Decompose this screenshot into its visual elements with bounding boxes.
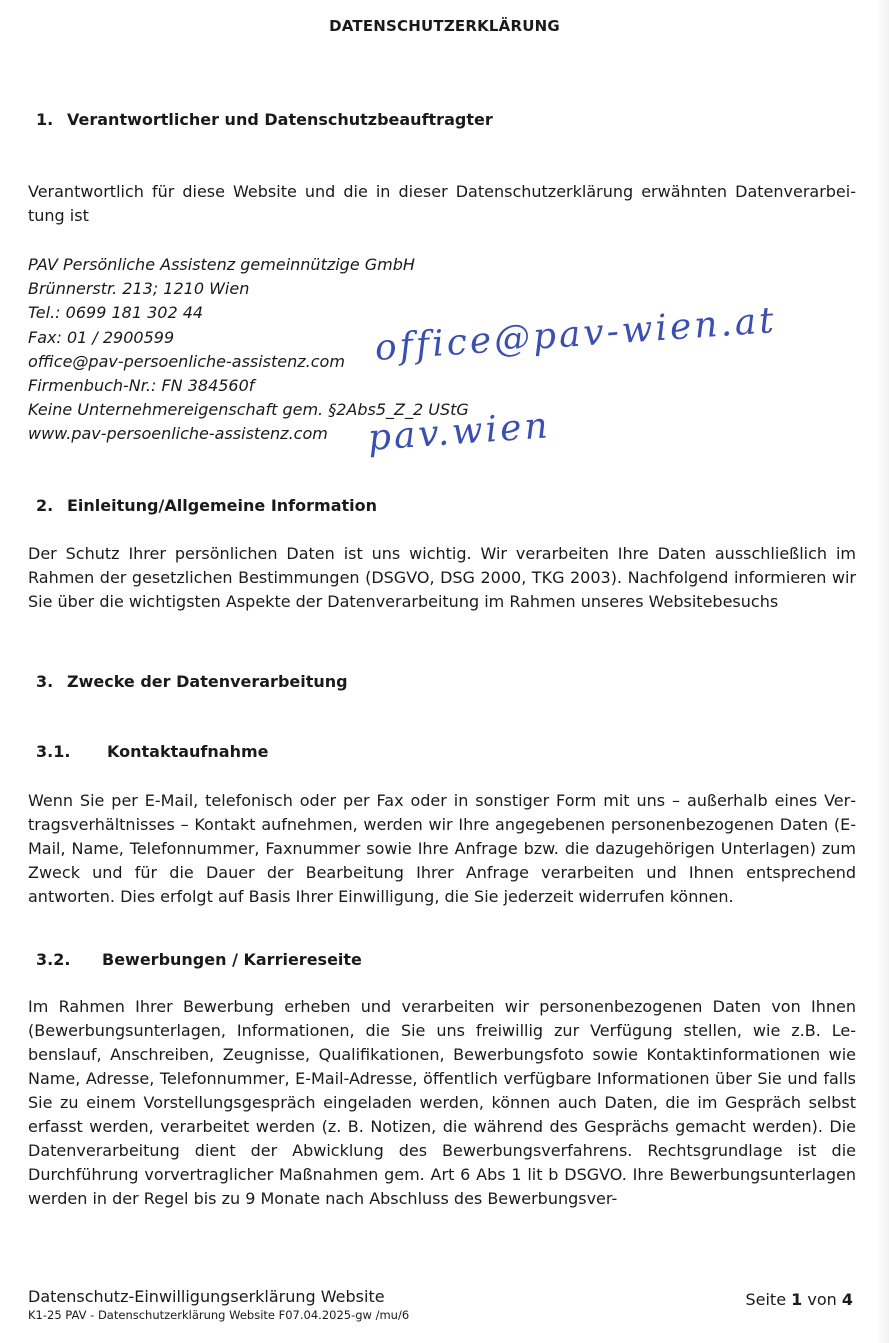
tax-note: Keine Unternehmereigenschaft gem. §2Abs5_Z_2 UStG — [28, 400, 469, 420]
scan-edge-shadow — [875, 0, 889, 1343]
section-3-2-heading — [36, 950, 362, 969]
section-number: 3.2. — [36, 950, 71, 969]
page-current: 1 — [791, 1290, 803, 1309]
page-total: 4 — [841, 1290, 853, 1309]
handwritten-email-correction: office@pav-wien.at — [373, 299, 778, 369]
section-1-intro: Verantwortlich für diese Website und die in dieser Datenschutzerklärung erwähnten Datenverarbeitung ist — [28, 182, 856, 225]
section-number: 1. — [36, 110, 54, 129]
street-address: Brünnerstr. 213; 1210 Wien — [28, 279, 250, 299]
page-of: von — [807, 1290, 837, 1309]
email-address: office@pav-persoenliche-assistenz.com — [28, 351, 345, 371]
fax-number: Fax: 01 / 2900599 — [28, 327, 175, 347]
page-prefix: Seite — [745, 1290, 787, 1309]
section-1-heading — [36, 110, 493, 129]
website-url: www.pav-persoenliche-assistenz.com — [28, 424, 328, 444]
document-title: DATENSCHUTZERKLÄRUNG — [329, 17, 560, 35]
section-number: 3.1. — [36, 742, 71, 761]
company-name: PAV Persönliche Assistenz gemeinnützige GmbH — [28, 255, 415, 274]
section-3-1-heading — [36, 742, 268, 761]
section-3-1-text: Wenn Sie per E-Mail, telefonisch oder per Fax oder in sonstiger Form mit uns – außerhalb eines Vertragsverhältnisses – Kontakt aufnehmen, werden wir Ihre angegebenen personenbezogenen Daten (E-Mail, Name, Telefonnummer, Faxnummer sowie Ihre Anfrage bzw. die dazugehörigen Unterlagen) zum Zweck und für die Dauer der Bearbeitung Ihrer Anfrage verarbeiten und Ihnen entsprechend antworten. Dies erfolgt auf Basis Ihrer Einwilligung, die Sie jederzeit widerrufen können. — [28, 791, 856, 906]
section-title: Kontaktaufnahme — [107, 742, 269, 761]
handwritten-web-correction: pav.wien — [366, 405, 552, 459]
section-3-heading — [36, 672, 348, 691]
company-register-number: Firmenbuch-Nr.: FN 384560f — [28, 376, 255, 396]
phone-number: Tel.: 0699 181 302 44 — [28, 303, 204, 323]
section-title: Bewerbungen / Karriereseite — [102, 950, 362, 969]
section-number: 2. — [36, 496, 54, 515]
section-3-2-text: Im Rahmen Ihrer Bewerbung erheben und verarbeiten wir personenbezogenen Daten von Ihnen (Bewerbungsunterlagen, Informationen, die Sie uns freiwillig zur Verfügung stellen, wie z.B. Lebenslauf, Anschreiben, Zeugnisse, Qualifikationen, Bewerbungsfoto sowie Kontaktinformationen wie Name, Adresse, Telefonnummer, E-Mail-Adresse, öffentlich verfügbare Informationen über Sie und falls Sie zu einem Vorstellungsgespräch eingeladen werden, können auch Daten, die im Gespräch selbst erfasst werden, verarbeitet werden (z. B. Notizen, die während des Gesprächs gemacht werden). Die Datenverarbeitung dient der Abwicklung des Bewerbungsverfahrens. Rechtsgrundlage ist die Durchführung vorvertraglicher Maßnahmen gem. Art 6 Abs 1 lit b DSGVO. Ihre Bewerbungsunterlagen werden in der Regel bis zu 9 Monate nach Abschluss des Bewerbungsver- — [28, 997, 856, 1208]
page-number — [745, 1290, 853, 1309]
section-2-text: Der Schutz Ihrer persönlichen Daten ist uns wichtig. Wir verarbeiten Ihre Daten ausschließlich im Rahmen der gesetzlichen Bestimmungen (DSGVO, DSG 2000, TKG 2003). Nachfolgend informieren wir Sie über die wichtigsten Aspekte der Datenverarbeitung im Rahmen unseres Websitebesuchs — [28, 544, 856, 611]
footer-document-info — [28, 1287, 409, 1323]
section-title: Einleitung/Allgemeine Information — [67, 496, 377, 515]
section-2-heading — [36, 496, 377, 515]
footer-document-title: Datenschutz-Einwilligungserklärung Website — [28, 1287, 385, 1306]
footer-document-reference: K1-25 PAV - Datenschutzerklärung Website F07.04.2025-gw /mu/6 — [28, 1308, 410, 1322]
section-number: 3. — [36, 672, 54, 691]
section-title: Zwecke der Datenverarbeitung — [67, 672, 348, 691]
section-title: Verantwortlicher und Datenschutzbeauftragter — [67, 110, 493, 129]
